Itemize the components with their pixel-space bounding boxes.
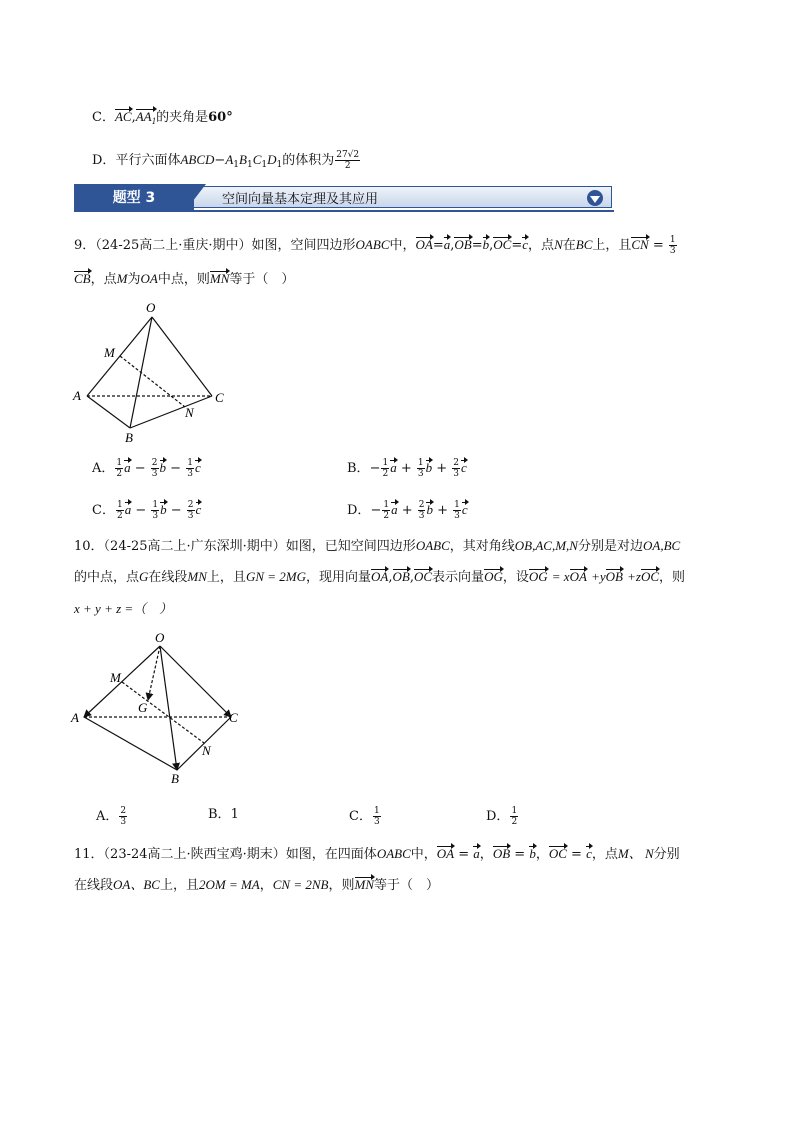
vector-symbol: b <box>425 460 433 475</box>
vector-symbol: a <box>124 460 131 475</box>
q9-option-d: D．− $\frac{1}{2}$ a + $\frac{2}{3}$ b + $\frac{1}{3}$ c <box>347 500 468 521</box>
label-o: O <box>155 630 165 645</box>
label-n: N <box>202 743 211 758</box>
label-b: B <box>125 430 133 445</box>
edge-ab <box>87 396 130 428</box>
operator: − <box>130 461 150 476</box>
label-g: G <box>138 700 148 715</box>
option-label: D． <box>347 503 371 518</box>
vector-symbol: c <box>194 460 201 475</box>
edge-bc <box>130 396 212 428</box>
option-label: B． <box>347 461 370 476</box>
option-label: C． <box>92 503 115 518</box>
vector-og-dashed <box>148 646 160 700</box>
vector-symbol: a <box>124 502 132 517</box>
q10-figure <box>68 628 248 788</box>
q9-option-c <box>92 500 201 521</box>
label-m: M <box>104 345 115 360</box>
operator: − <box>131 503 151 518</box>
operator: + <box>432 503 453 518</box>
q10-text-line3: x + y + z =（ ） <box>74 601 173 616</box>
operator: − <box>166 461 186 476</box>
vector-ob <box>160 646 177 770</box>
operator: − <box>166 503 186 518</box>
fraction: $\frac{2}{3}$ <box>418 500 425 521</box>
vector-oc <box>160 646 231 717</box>
fraction: $\frac{1}{2}$ <box>382 458 389 479</box>
label-a: A <box>73 388 81 403</box>
label-m: M <box>110 670 121 685</box>
q9-option-b: B．− $\frac{1}{2}$ a + $\frac{1}{3}$ b + $\frac{2}{3}$ c <box>347 458 467 479</box>
vector-symbol: c <box>195 502 202 517</box>
q10-option-b: B．1 <box>208 807 239 822</box>
fraction: $\frac{1}{2}$ <box>116 458 123 479</box>
fraction: $\frac{1}{3}$ <box>417 458 424 479</box>
vector-symbol: a <box>390 460 397 475</box>
operator: + <box>396 461 416 476</box>
q10-text-line2: 的中点，点G在线段MN上，且GN = 2MG，现用向量OA,OB,OC表示向量OG，设OG = xOA +yOB +zOC，则 <box>74 569 686 585</box>
label-c: C <box>215 390 224 405</box>
q11-text-line2: 在线段OA、BC上，且2OM = MA，CN = 2NB，则MN等于（ ） <box>74 877 440 893</box>
q9-text-line2: CB，点M为OA中点，则MN等于（ ） <box>74 271 295 287</box>
vector-symbol: c <box>461 502 468 517</box>
label-b: B <box>171 771 179 786</box>
vector-oa <box>84 646 160 717</box>
option-c-prev: C．$AC,AA_1$的夹角是60° <box>92 108 233 130</box>
q11-text-line1: 11．（23-24高二上·陕西宝鸡·期末）如图，在四面体OABC中，OA = a，OB = b，OC = c，点M、 N分别 <box>74 846 680 862</box>
banner-underline <box>74 210 614 212</box>
q9-option-a <box>92 458 201 479</box>
q10-option-d: D． $\frac{1}{2}$ <box>486 806 518 827</box>
section-banner <box>74 184 614 210</box>
label-a: A <box>71 710 79 725</box>
edge-oc <box>152 317 212 396</box>
option-d-prev: D．平行六面体$ABCD-A_1B_1C_1D_1$的体积为 $\frac{27√2}{2}$ <box>92 150 360 171</box>
option-label: A． <box>92 461 115 476</box>
fraction: $\frac{2}{3}$ <box>151 458 158 479</box>
label-n: N <box>185 405 194 420</box>
fraction: $\frac{1}{2}$ <box>383 500 390 521</box>
banner-title: 空间向量基本定理及其应用 <box>192 186 612 208</box>
fraction: $\frac{1}{3}$ <box>152 500 159 521</box>
label-c: C <box>229 710 238 725</box>
segment-mn-dashed <box>122 682 204 743</box>
vector-symbol: b <box>159 460 167 475</box>
edge-ab <box>84 717 177 770</box>
banner-tag: 题型 3 <box>74 184 194 210</box>
fraction: $\frac{1}{3}$ <box>454 500 460 521</box>
fraction: $\frac{1}{3}$ <box>187 458 193 479</box>
edge-oa <box>87 317 152 396</box>
vector-symbol: b <box>426 502 433 517</box>
fraction: $\frac{2}{3}$ <box>187 500 194 521</box>
label-o: O <box>146 300 156 315</box>
vector-symbol: a <box>391 502 398 517</box>
q10-text-line1: 10．（24-25高二上·广东深圳·期中）如图，已知空间四边形OABC，其对角线OB,AC,M,N分别是对边OA,BC <box>74 538 681 554</box>
q9-text-line1: 9．（24-25高二上·重庆·期中）如图，空间四边形OABC中，OA=a,OB=b,OC=c，点N在BC上，且CN = $\frac{1}{3}$ <box>74 235 676 256</box>
q10-option-a: A． $\frac{2}{3}$ <box>96 806 127 827</box>
fraction: $\frac{1}{2}$ <box>116 500 123 521</box>
banner-slant-decoration <box>186 184 206 210</box>
vector-symbol: c <box>461 460 467 475</box>
operator: + <box>432 461 452 476</box>
q10-option-c: C． $\frac{1}{3}$ <box>349 806 380 827</box>
fraction: $\frac{2}{3}$ <box>453 458 460 479</box>
operator: + <box>397 503 417 518</box>
vector-symbol: b <box>160 502 167 517</box>
q9-figure <box>70 295 240 445</box>
segment-mn-dashed <box>120 356 185 407</box>
chevron-down-icon <box>587 190 603 206</box>
